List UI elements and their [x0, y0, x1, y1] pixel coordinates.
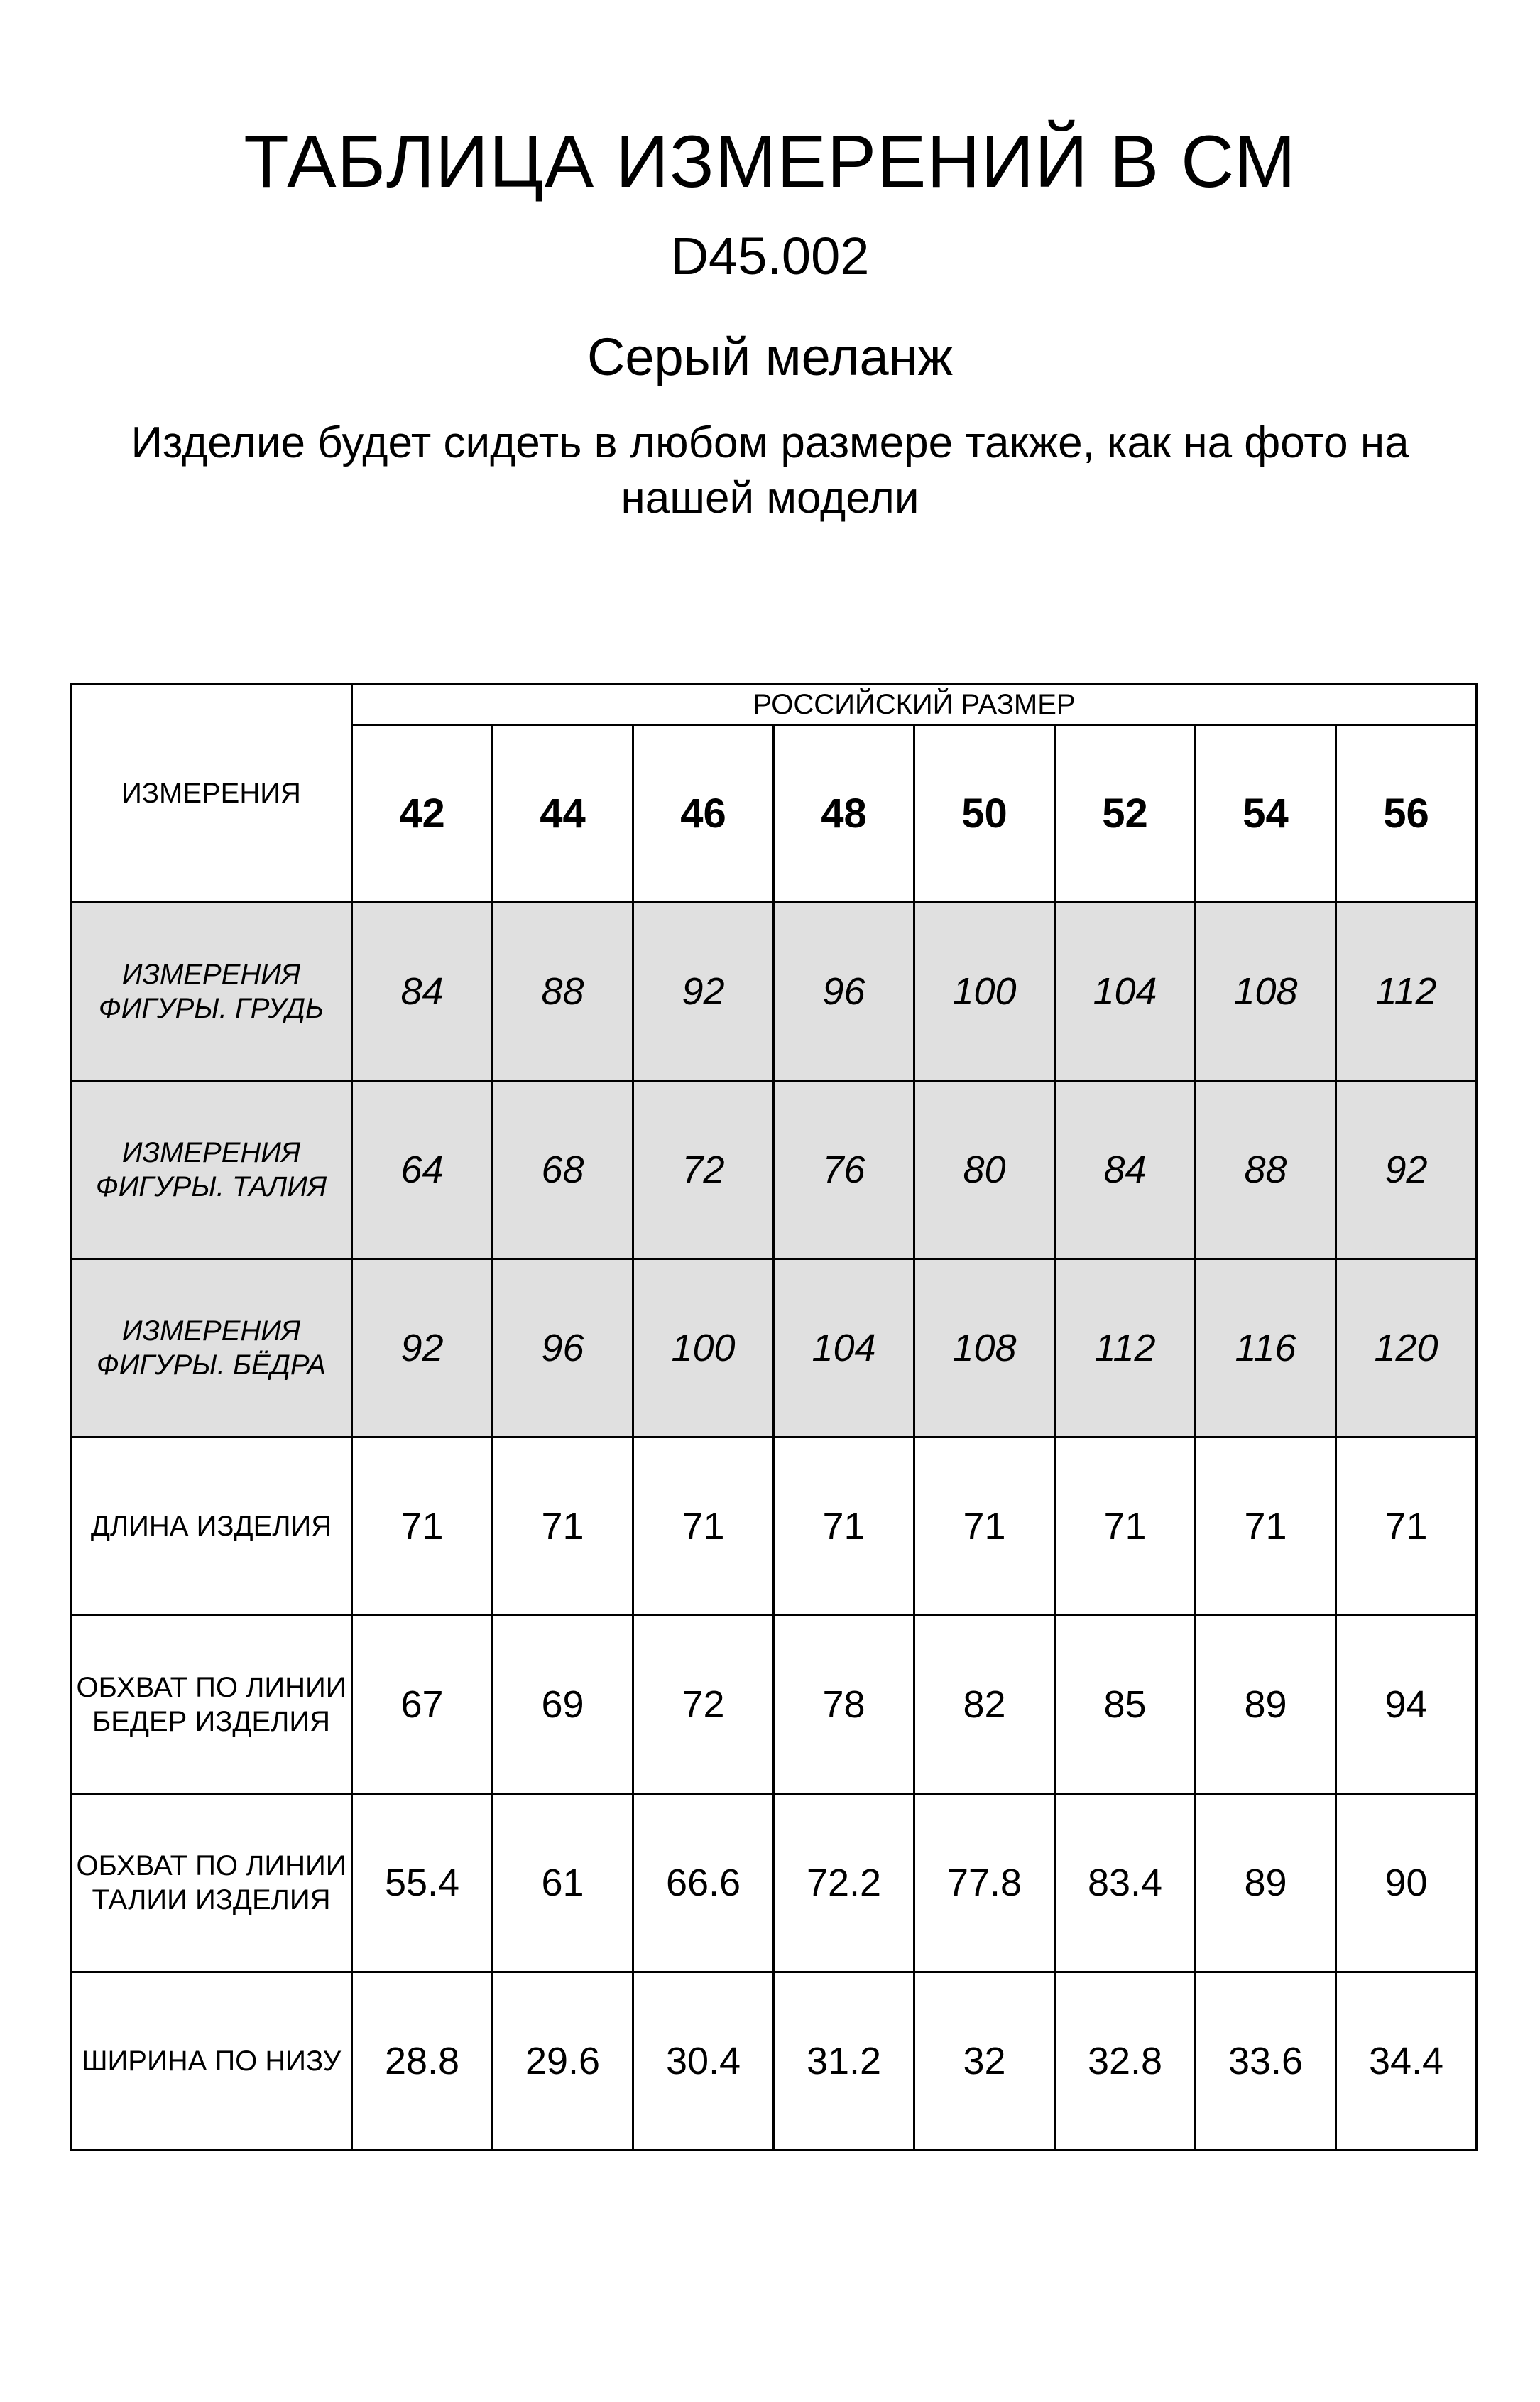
table-cell: 120 [1336, 1259, 1477, 1438]
row-label: ОБХВАТ ПО ЛИНИИ ТАЛИИ ИЗДЕЛИЯ [71, 1794, 352, 1972]
table-cell: 66.6 [633, 1794, 774, 1972]
table-cell: 61 [493, 1794, 633, 1972]
size-header: 42 [352, 725, 493, 903]
table-cell: 34.4 [1336, 1972, 1477, 2151]
table-cell: 71 [1055, 1438, 1196, 1616]
table-cell: 67 [352, 1616, 493, 1794]
table-cell: 71 [1336, 1438, 1477, 1616]
table-cell: 96 [493, 1259, 633, 1438]
table-cell: 77.8 [914, 1794, 1055, 1972]
table-row-waist [71, 1081, 1477, 1259]
table-cell: 68 [493, 1081, 633, 1259]
table-cell: 84 [352, 903, 493, 1081]
table-cell: 32 [914, 1972, 1055, 2151]
table-cell: 32.8 [1055, 1972, 1196, 2151]
row-label: ОБХВАТ ПО ЛИНИИ БЕДЕР ИЗДЕЛИЯ [71, 1616, 352, 1794]
table-row-waist-girth [71, 1794, 1477, 1972]
table-cell: 55.4 [352, 1794, 493, 1972]
table-cell: 76 [774, 1081, 914, 1259]
table-row-hip-girth [71, 1616, 1477, 1794]
row-label: ШИРИНА ПО НИЗУ [71, 1972, 352, 2151]
table-cell: 72 [633, 1081, 774, 1259]
size-header: 54 [1196, 725, 1336, 903]
product-code: D45.002 [670, 227, 870, 286]
table-cell: 96 [774, 903, 914, 1081]
table-cell: 88 [1196, 1081, 1336, 1259]
table-cell: 94 [1336, 1616, 1477, 1794]
fit-note: Изделие будет сидеть в любом размере также, как на фото на нашей модели [131, 418, 1409, 523]
table-cell: 92 [352, 1259, 493, 1438]
table-cell: 92 [633, 903, 774, 1081]
table-cell: 90 [1336, 1794, 1477, 1972]
table-cell: 112 [1336, 903, 1477, 1081]
table-cell: 71 [774, 1438, 914, 1616]
product-color: Серый меланж [586, 327, 954, 386]
table-row-hips [71, 1259, 1477, 1438]
table-cell: 116 [1196, 1259, 1336, 1438]
size-header: 46 [633, 725, 774, 903]
table-row-chest [71, 903, 1477, 1081]
table-cell: 82 [914, 1616, 1055, 1794]
table-cell: 71 [1196, 1438, 1336, 1616]
page-title: ТАБЛИЦА ИЗМЕРЕНИЙ В СМ [244, 121, 1296, 203]
row-label: ИЗМЕРЕНИЯ ФИГУРЫ. ГРУДЬ [71, 903, 352, 1081]
size-header: 52 [1055, 725, 1196, 903]
table-cell: 89 [1196, 1794, 1336, 1972]
table-cell: 28.8 [352, 1972, 493, 2151]
table-cell: 104 [774, 1259, 914, 1438]
table-cell: 78 [774, 1616, 914, 1794]
table-cell: 84 [1055, 1081, 1196, 1259]
table-cell: 83.4 [1055, 1794, 1196, 1972]
table-cell: 85 [1055, 1616, 1196, 1794]
table-cell: 108 [1196, 903, 1336, 1081]
russian-size-header: РОССИЙСКИЙ РАЗМЕР [352, 685, 1477, 725]
size-header: 48 [774, 725, 914, 903]
size-header: 50 [914, 725, 1055, 903]
table-row-hem-width [71, 1972, 1477, 2151]
table-cell: 71 [352, 1438, 493, 1616]
table-cell: 72.2 [774, 1794, 914, 1972]
measurements-header: ИЗМЕРЕНИЯ [71, 685, 352, 903]
table-cell: 71 [914, 1438, 1055, 1616]
table-cell: 69 [493, 1616, 633, 1794]
size-header: 44 [493, 725, 633, 903]
table-cell: 33.6 [1196, 1972, 1336, 2151]
table-cell: 104 [1055, 903, 1196, 1081]
table-cell: 92 [1336, 1081, 1477, 1259]
table-cell: 64 [352, 1081, 493, 1259]
table-cell: 100 [914, 903, 1055, 1081]
row-label: ИЗМЕРЕНИЯ ФИГУРЫ. БЁДРА [71, 1259, 352, 1438]
table-cell: 29.6 [493, 1972, 633, 2151]
table-row-length [71, 1438, 1477, 1616]
size-header: 56 [1336, 725, 1477, 903]
table-cell: 31.2 [774, 1972, 914, 2151]
table-cell: 108 [914, 1259, 1055, 1438]
row-label: ИЗМЕРЕНИЯ ФИГУРЫ. ТАЛИЯ [71, 1081, 352, 1259]
table-cell: 100 [633, 1259, 774, 1438]
size-table [70, 683, 1478, 2151]
table-cell: 80 [914, 1081, 1055, 1259]
table-cell: 71 [633, 1438, 774, 1616]
table-cell: 72 [633, 1616, 774, 1794]
table-cell: 112 [1055, 1259, 1196, 1438]
table-cell: 89 [1196, 1616, 1336, 1794]
table-cell: 71 [493, 1438, 633, 1616]
row-label: ДЛИНА ИЗДЕЛИЯ [71, 1438, 352, 1616]
table-cell: 88 [493, 903, 633, 1081]
table-cell: 30.4 [633, 1972, 774, 2151]
